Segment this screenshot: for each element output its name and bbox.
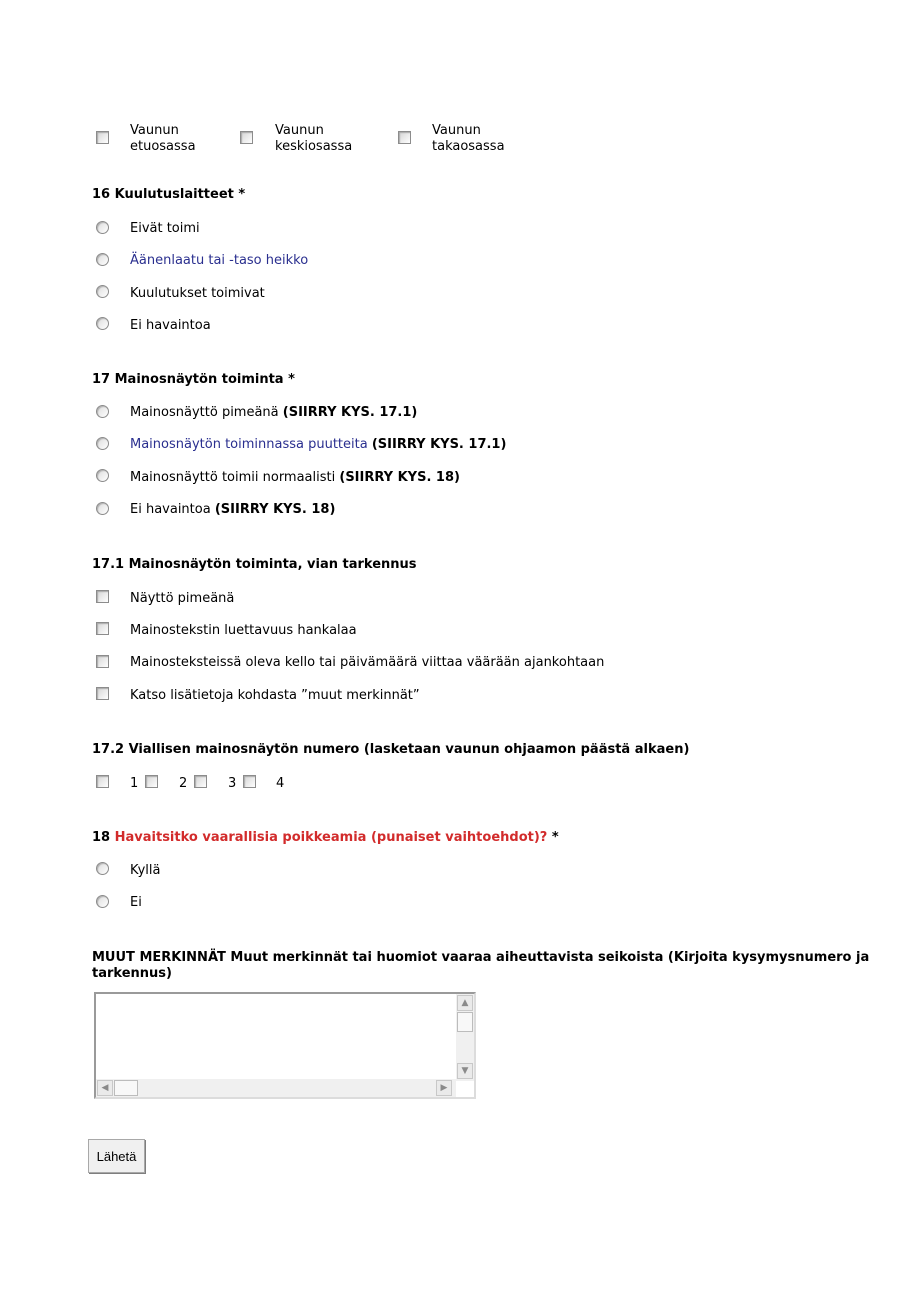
- question-title: 17 Mainosnäytön toiminta *: [92, 372, 295, 387]
- checkbox-option[interactable]: [96, 622, 109, 635]
- notes-textarea[interactable]: [94, 992, 476, 1099]
- scroll-right-icon[interactable]: ▶: [436, 1080, 452, 1096]
- option-note: (SIIRRY KYS. 17.1): [282, 405, 418, 420]
- radio-option[interactable]: [96, 405, 109, 418]
- option-label: etuosassa: [130, 139, 196, 154]
- option-label: Ei havaintoa: [130, 318, 211, 333]
- radio-option[interactable]: [96, 502, 109, 515]
- option-label: keskiosassa: [275, 139, 353, 154]
- radio-no[interactable]: [96, 895, 109, 908]
- checkbox-option[interactable]: [145, 775, 158, 788]
- option-label: Ei havaintoa: [130, 502, 211, 517]
- checkbox-option[interactable]: [96, 590, 109, 603]
- radio-option[interactable]: [96, 285, 109, 298]
- option-note: (SIIRRY KYS. 18): [339, 470, 460, 485]
- notes-title-line: tarkennus): [92, 966, 172, 981]
- question-title: 16 Kuulutuslaitteet *: [92, 187, 246, 202]
- option-label: Mainostekstin luettavuus hankalaa: [130, 623, 357, 638]
- notes-title: [92, 950, 869, 982]
- option-label: Mainosteksteissä oleva kello tai päivämäärä viittaa väärään ajankohtaan: [130, 655, 605, 670]
- scroll-thumb[interactable]: [457, 1012, 473, 1032]
- required-marker: *: [551, 830, 559, 845]
- option-label: Mainosnäyttö toimii normaalisti: [130, 470, 336, 485]
- option-label: takaosassa: [432, 139, 505, 154]
- submit-button[interactable]: Lähetä: [88, 1139, 145, 1173]
- option-note: (SIIRRY KYS. 17.1): [371, 437, 507, 452]
- option-label: 3: [228, 776, 237, 791]
- checkbox-option[interactable]: [194, 775, 207, 788]
- checkbox-rear[interactable]: [398, 131, 411, 144]
- checkbox-option[interactable]: [243, 775, 256, 788]
- question-number: 18: [92, 830, 111, 845]
- checkbox-option[interactable]: [96, 687, 109, 700]
- option-label: 4: [276, 776, 285, 791]
- checkbox-option[interactable]: [96, 775, 109, 788]
- radio-option[interactable]: [96, 221, 109, 234]
- option-label: Vaunun: [275, 123, 324, 138]
- option-label: 2: [179, 776, 188, 791]
- question-title: 17.1 Mainosnäytön toiminta, vian tarkennus: [92, 557, 417, 572]
- option-label: Mainosnäyttö pimeänä: [130, 405, 279, 420]
- scroll-down-icon[interactable]: ▼: [457, 1063, 473, 1079]
- checkbox-middle[interactable]: [240, 131, 253, 144]
- question-title: 17.2 Viallisen mainosnäytön numero (lasketaan vaunun ohjaamon päästä alkaen): [92, 742, 690, 757]
- question-text: Havaitsitko vaarallisia poikkeamia (punaiset vaihtoehdot)?: [114, 830, 548, 845]
- option-label: Mainosnäytön toiminnassa puutteita: [130, 437, 368, 452]
- option-label: Eivät toimi: [130, 221, 200, 236]
- checkbox-option[interactable]: [96, 655, 109, 668]
- option-note: (SIIRRY KYS. 18): [214, 502, 336, 517]
- scroll-thumb[interactable]: [114, 1080, 138, 1096]
- option-label: Vaunun: [432, 123, 481, 138]
- option-label: Näyttö pimeänä: [130, 591, 235, 606]
- option-label: Kyllä: [130, 863, 161, 878]
- scroll-left-icon[interactable]: ◀: [97, 1080, 113, 1096]
- option-label: Kuulutukset toimivat: [130, 286, 265, 301]
- question-title: [92, 830, 559, 845]
- vertical-scrollbar[interactable]: [456, 994, 474, 1081]
- radio-option[interactable]: [96, 253, 109, 266]
- option-label: Äänenlaatu tai -taso heikko: [130, 253, 309, 268]
- radio-option[interactable]: [96, 317, 109, 330]
- checkbox-front[interactable]: [96, 131, 109, 144]
- radio-yes[interactable]: [96, 862, 109, 875]
- horizontal-scrollbar[interactable]: [96, 1079, 456, 1097]
- radio-option[interactable]: [96, 437, 109, 450]
- radio-option[interactable]: [96, 469, 109, 482]
- option-label: Katso lisätietoja kohdasta ”muut merkinnät”: [130, 688, 420, 703]
- notes-title-line: MUUT MERKINNÄT Muut merkinnät tai huomiot vaaraa aiheuttavista seikoista (Kirjoita kysymysnumero ja: [92, 950, 870, 965]
- option-label: 1: [130, 776, 139, 791]
- option-label: Vaunun: [130, 123, 179, 138]
- option-label: Ei: [130, 895, 142, 910]
- scroll-up-icon[interactable]: ▲: [457, 995, 473, 1011]
